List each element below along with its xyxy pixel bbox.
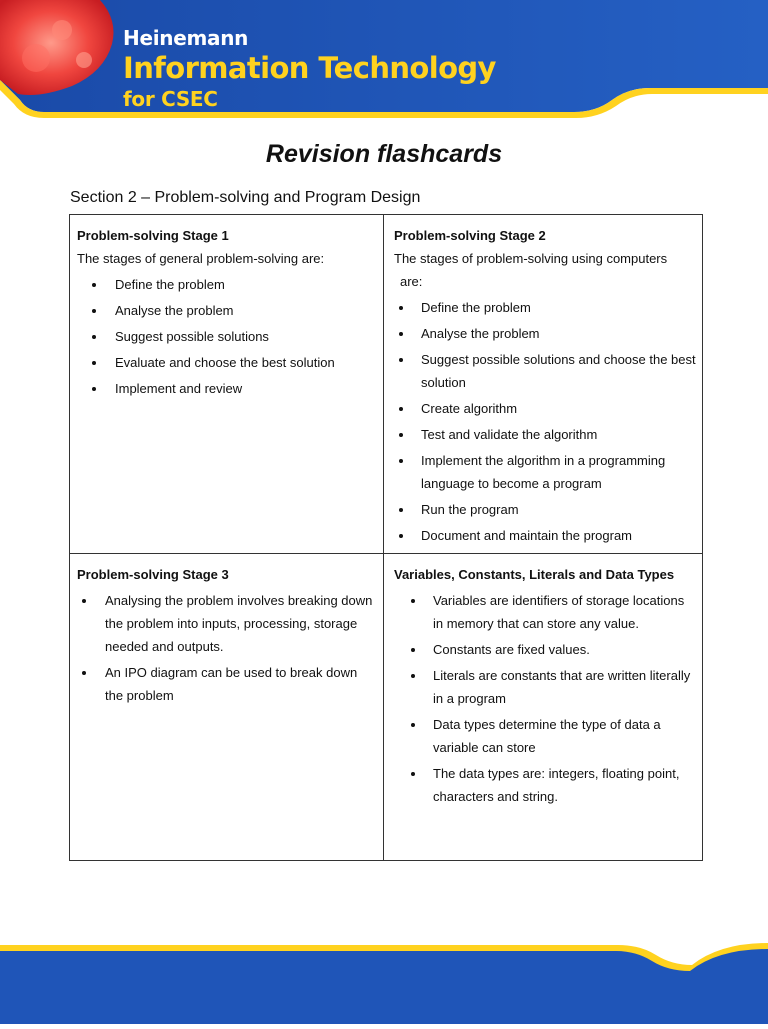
card-variables (384, 554, 703, 861)
page-title: Revision flashcards (265, 140, 503, 168)
list-item: Define the problem (77, 273, 377, 296)
book-title: Information Technology (123, 51, 496, 85)
card-list (77, 589, 377, 707)
list-item: Implement the algorithm in a programming language to become a program (394, 449, 696, 495)
list-item: Evaluate and choose the best solution (77, 351, 377, 374)
list-item: Analyse the problem (394, 322, 696, 345)
publisher-name: Heinemann (123, 26, 249, 50)
card-list (394, 589, 696, 808)
card-intro: The stages of general problem-solving are: (77, 251, 325, 266)
card-intro: The stages of problem-solving using computers (394, 251, 668, 266)
card-stage-2 (384, 215, 703, 554)
card-heading: Problem-solving Stage 3 (77, 567, 229, 582)
list-item: An IPO diagram can be used to break down the problem (77, 661, 377, 707)
card-heading: Variables, Constants, Literals and Data Types (394, 567, 675, 582)
list-item: Define the problem (394, 296, 696, 319)
card-intro-continued: are: (400, 274, 423, 289)
flashcard-grid (69, 214, 703, 861)
list-item: Test and validate the algorithm (394, 423, 696, 446)
card-list (394, 296, 696, 547)
card-heading: Problem-solving Stage 2 (394, 228, 546, 243)
footer-band (0, 935, 768, 1024)
list-item: Analysing the problem involves breaking down the problem into inputs, processing, storage needed and outputs. (77, 589, 377, 658)
footer-graphic (0, 935, 768, 1024)
list-item: Data types determine the type of data a variable can store (394, 713, 696, 759)
list-item: Suggest possible solutions and choose the best solution (394, 348, 696, 394)
card-heading: Problem-solving Stage 1 (77, 228, 229, 243)
card-stage-1 (70, 215, 384, 554)
list-item: Constants are fixed values. (394, 638, 696, 661)
card-stage-3 (70, 554, 384, 861)
list-item: Analyse the problem (77, 299, 377, 322)
list-item: The data types are: integers, floating point, characters and string. (394, 762, 696, 808)
list-item: Run the program (394, 498, 696, 521)
list-item: Variables are identifiers of storage locations in memory that can store any value. (394, 589, 696, 635)
book-subtitle: for CSEC (123, 87, 218, 111)
section-heading: Section 2 – Problem-solving and Program Design (70, 189, 421, 206)
brand-block (123, 26, 496, 111)
list-item: Literals are constants that are written literally in a program (394, 664, 696, 710)
list-item: Document and maintain the program (394, 524, 696, 547)
header-banner (0, 0, 768, 128)
list-item: Suggest possible solutions (77, 325, 377, 348)
list-item: Implement and review (77, 377, 377, 400)
list-item: Create algorithm (394, 397, 696, 420)
card-list (77, 273, 377, 400)
